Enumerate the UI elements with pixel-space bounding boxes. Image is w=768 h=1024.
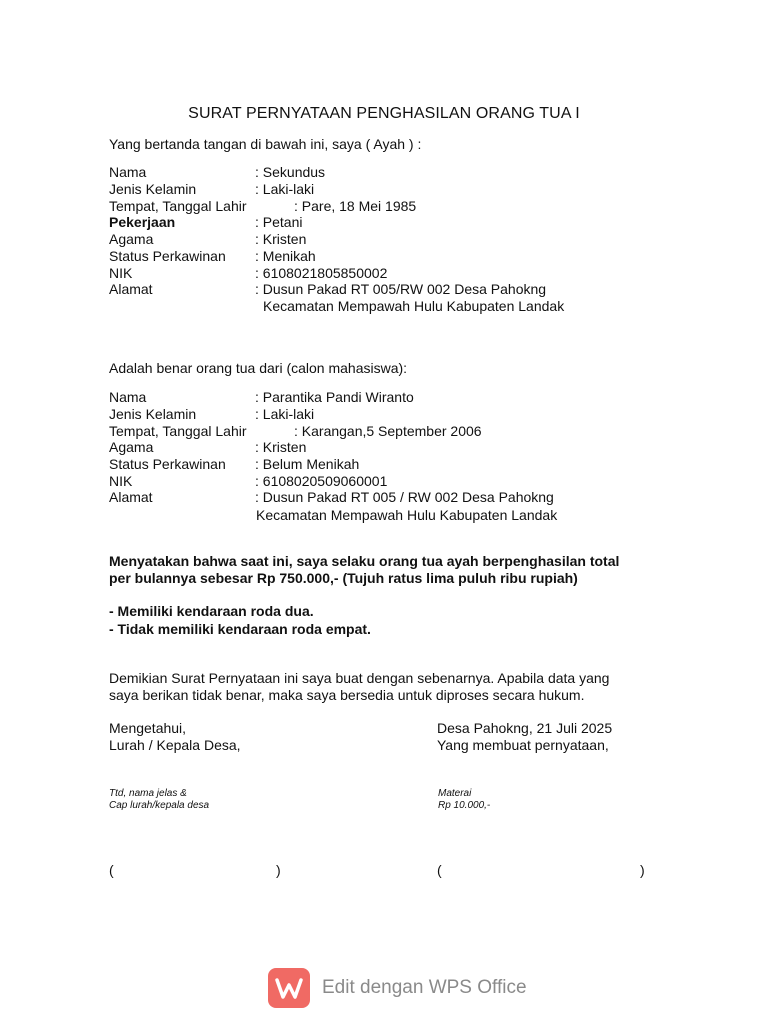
field-label: Agama bbox=[109, 231, 154, 247]
field-value: : Laki-laki bbox=[255, 181, 315, 197]
document-title: SURAT PERNYATAAN PENGHASILAN ORANG TUA I bbox=[188, 105, 580, 122]
sign-left-paren-close: ) bbox=[276, 862, 281, 878]
field-value: : Dusun Pakad RT 005 / RW 002 Desa Pahokng bbox=[255, 489, 554, 505]
field-value: : Petani bbox=[255, 214, 303, 230]
intro-text: Yang bertanda tangan di bawah ini, saya ( Ayah ) : bbox=[109, 136, 422, 152]
sign-left-note-2: Cap lurah/kepala desa bbox=[109, 800, 210, 811]
sign-right-note-2: Rp 10.000,- bbox=[438, 800, 491, 811]
field-label: Agama bbox=[109, 439, 154, 455]
closing-line-2: saya berikan tidak benar, maka saya bersedia untuk diproses secara hukum. bbox=[109, 687, 585, 703]
field-label: Jenis Kelamin bbox=[109, 181, 197, 197]
sign-right-paren-open: ( bbox=[437, 862, 442, 878]
field-value: : Pare, 18 Mei 1985 bbox=[294, 198, 417, 214]
field-label: Tempat, Tanggal Lahir bbox=[109, 423, 247, 439]
sign-right-line-2: Yang membuat pernyataan, bbox=[437, 737, 609, 753]
sign-right-paren-close: ) bbox=[640, 862, 645, 878]
sign-right-note-1: Materai bbox=[438, 788, 472, 799]
wps-watermark[interactable] bbox=[268, 968, 528, 1008]
child-intro-text: Adalah benar orang tua dari (calon mahasiswa): bbox=[109, 360, 408, 376]
field-value: : 6108020509060001 bbox=[255, 473, 388, 489]
bullet-vehicle-two-wheel: - Memiliki kendaraan roda dua. bbox=[109, 603, 314, 619]
field-label: NIK bbox=[109, 473, 133, 489]
field-label: Nama bbox=[109, 164, 147, 180]
field-value: : Dusun Pakad RT 005/RW 002 Desa Pahokng bbox=[255, 281, 547, 297]
field-value: : Kristen bbox=[255, 439, 307, 455]
field-label: Status Perkawinan bbox=[109, 248, 226, 264]
sign-left-paren-open: ( bbox=[109, 862, 114, 878]
parent-alamat-line2: Kecamatan Mempawah Hulu Kabupaten Landak bbox=[263, 298, 565, 314]
sign-left-note-1: Ttd, nama jelas & bbox=[109, 788, 187, 799]
field-value: : Kristen bbox=[255, 231, 307, 247]
field-label: Pekerjaan bbox=[109, 214, 176, 230]
wps-logo-icon bbox=[268, 968, 310, 1008]
sign-right-place-date: Desa Pahokng, 21 Juli 2025 bbox=[437, 720, 613, 736]
field-label: Status Perkawinan bbox=[109, 456, 226, 472]
field-label: Nama bbox=[109, 389, 147, 405]
field-value: : Sekundus bbox=[255, 164, 326, 180]
closing-line-1: Demikian Surat Pernyataan ini saya buat dengan sebenarnya. Apabila data yang bbox=[109, 670, 610, 686]
field-value: : Parantika Pandi Wiranto bbox=[255, 389, 414, 405]
field-value: : 6108021805850002 bbox=[255, 265, 388, 281]
field-label: Alamat bbox=[109, 281, 153, 297]
child-alamat-line2: Kecamatan Mempawah Hulu Kabupaten Landak bbox=[256, 507, 558, 523]
field-label: Tempat, Tanggal Lahir bbox=[109, 198, 247, 214]
field-label: Jenis Kelamin bbox=[109, 406, 197, 422]
field-value: : Karangan,5 September 2006 bbox=[294, 423, 482, 439]
field-label: NIK bbox=[109, 265, 133, 281]
field-value: : Menikah bbox=[255, 248, 316, 264]
wps-watermark-text: Edit dengan WPS Office bbox=[322, 977, 527, 998]
field-value: : Laki-laki bbox=[255, 406, 315, 422]
sign-left-line-2: Lurah / Kepala Desa, bbox=[109, 737, 241, 753]
statement-line-2: per bulannya sebesar Rp 750.000,- (Tujuh ratus lima puluh ribu rupiah) bbox=[109, 570, 578, 586]
bullet-vehicle-four-wheel: - Tidak memiliki kendaraan roda empat. bbox=[109, 621, 371, 637]
sign-left-line-1: Mengetahui, bbox=[109, 720, 187, 736]
field-label: Alamat bbox=[109, 489, 153, 505]
field-value: : Belum Menikah bbox=[255, 456, 360, 472]
statement-line-1: Menyatakan bahwa saat ini, saya selaku orang tua ayah berpenghasilan total bbox=[109, 553, 620, 569]
